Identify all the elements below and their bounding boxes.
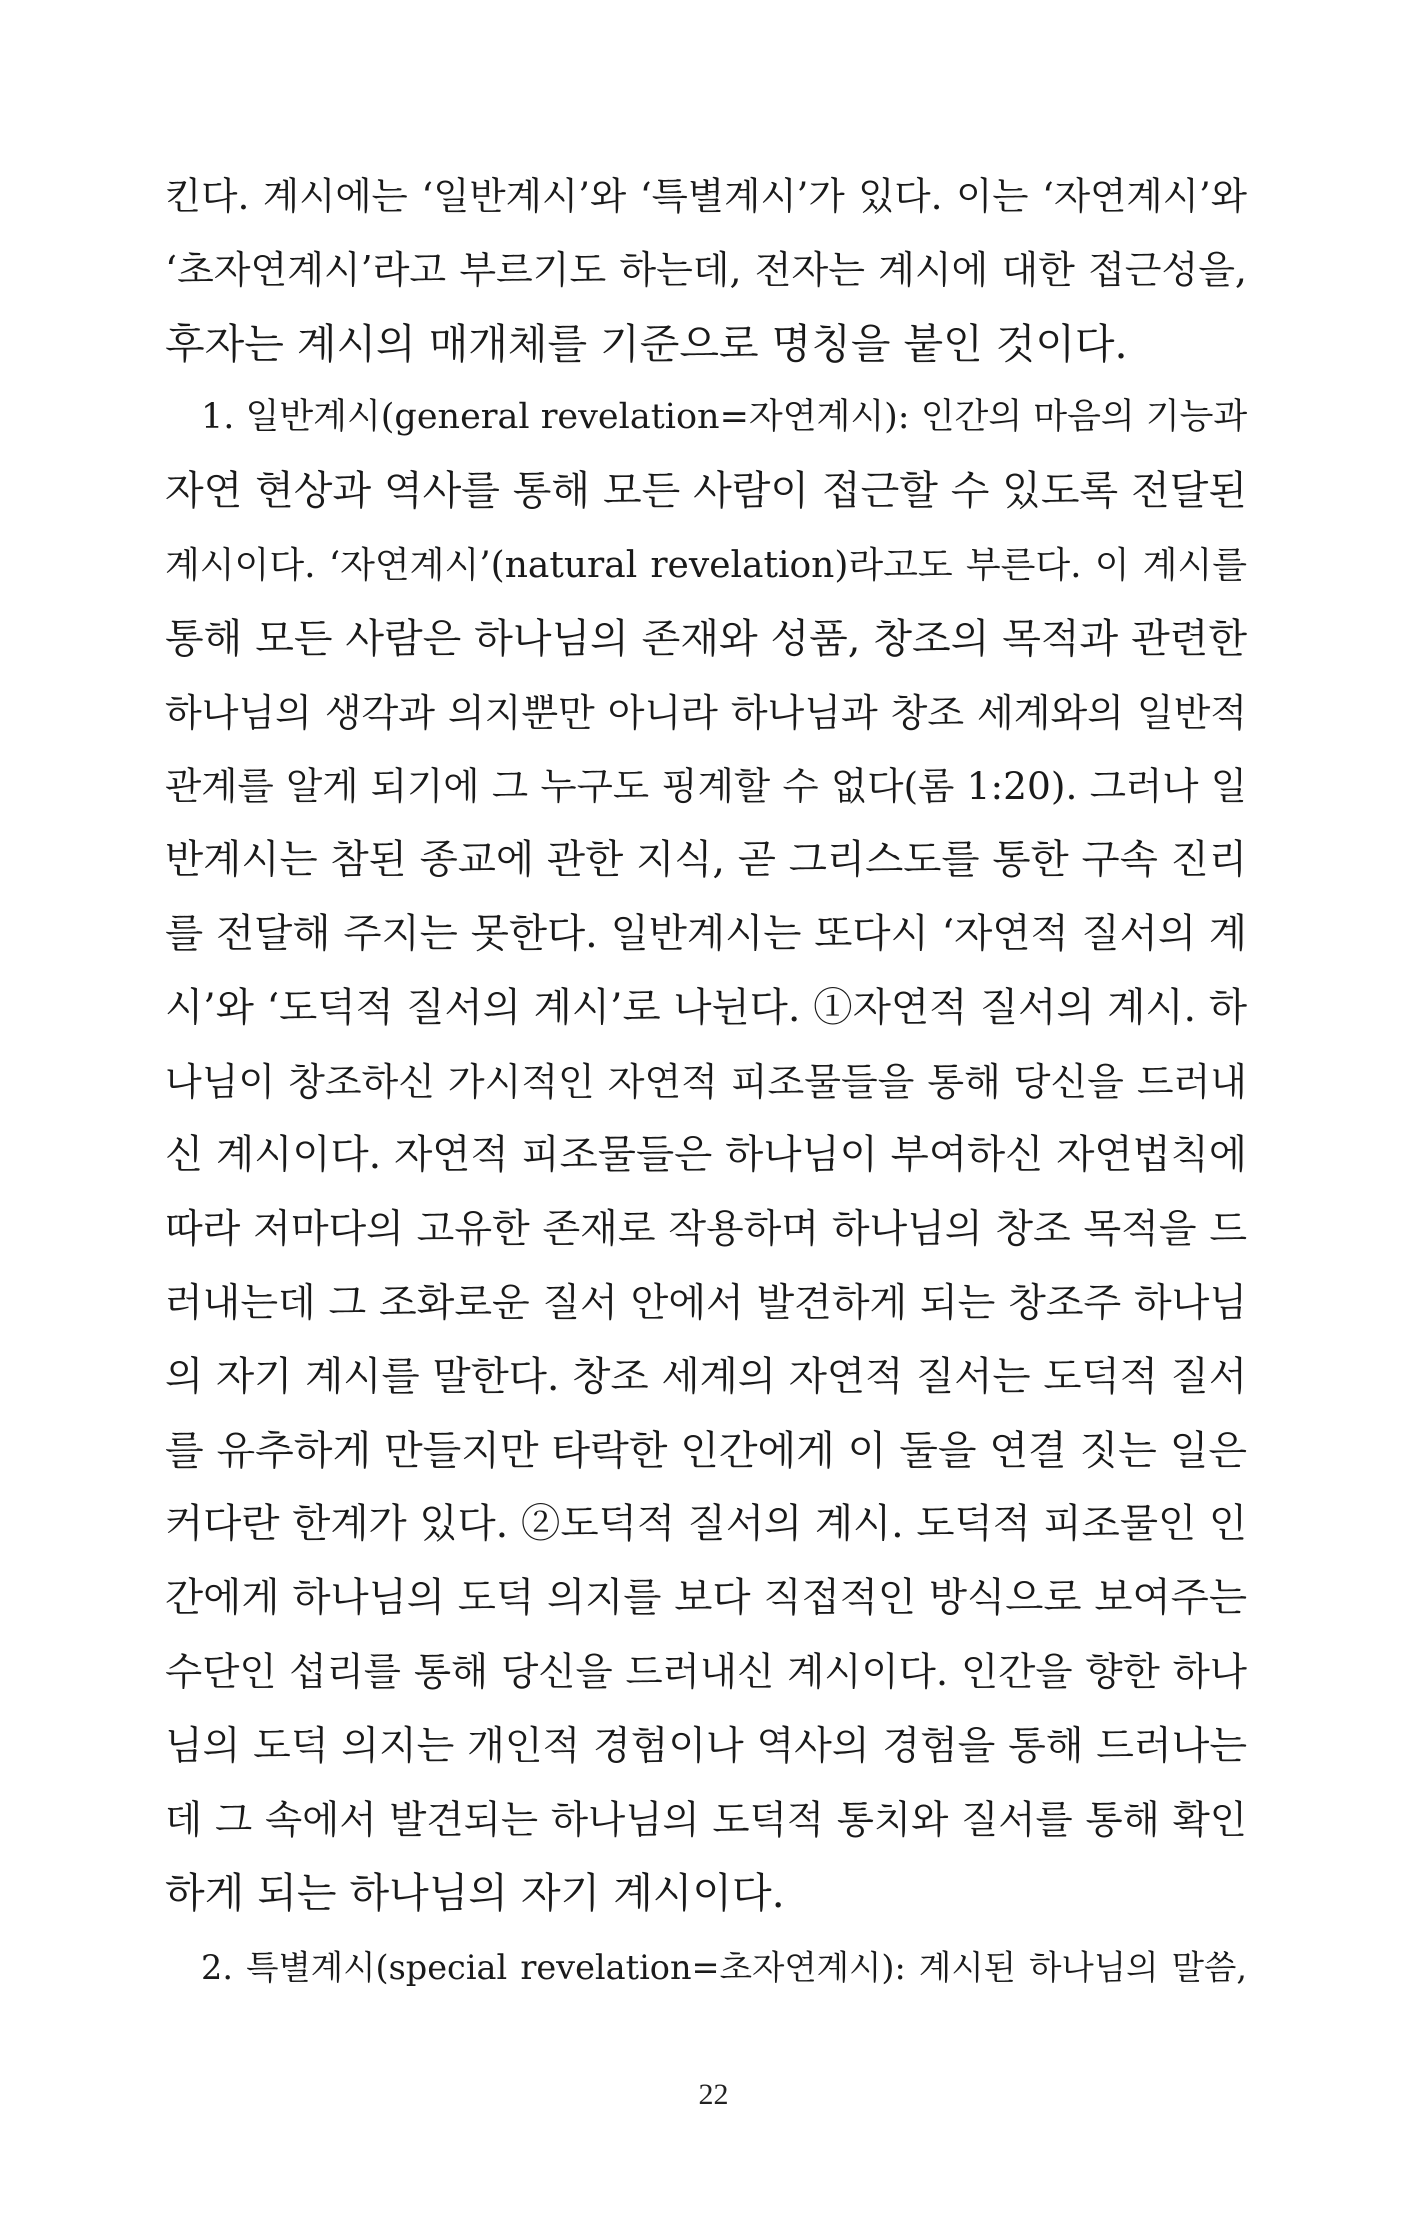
text-line: 러내는데 그 조화로운 질서 안에서 발견하게 되는 창조주 하나님 [165,1280,1247,1326]
text-line: 통해 모든 사람은 하나님의 존재와 성품, 창조의 목적과 관련한 [165,615,1247,662]
text-line: 하나님의 생각과 의지뿐만 아니라 하나님과 창조 세계와의 일반적 [165,690,1247,735]
text-line: 자연 현상과 역사를 통해 모든 사람이 접근할 수 있도록 전달된 [165,468,1247,515]
text-line: 따라 저마다의 고유한 존재로 작용하며 하나님의 창조 목적을 드 [165,1207,1247,1253]
page-number: 22 [698,2078,729,2111]
text-line: 를 전달해 주지는 못한다. 일반계시는 또다시 ‘자연적 질서의 계 [165,910,1247,957]
text-line: 시’와 ‘도덕적 질서의 계시’로 나뉜다. ①자연적 질서의 계시. 하 [165,984,1247,1031]
text-line: 관계를 알게 되기에 그 누구도 핑계할 수 없다(롬 1:20). 그러나 일 [165,764,1247,809]
text-line: 데 그 속에서 발견되는 하나님의 도덕적 통치와 질서를 통해 확인 [165,1797,1247,1843]
text-line: 의 자기 계시를 말한다. 창조 세계의 자연적 질서는 도덕적 질서 [165,1353,1247,1400]
text-line: ‘초자연계시’라고 부르기도 하는데, 전자는 계시에 대한 접근성을, [165,247,1247,292]
text-line: 나님이 창조하신 가시적인 자연적 피조물들을 통해 당신을 드러내 [165,1059,1247,1104]
section-heading-special-revelation: 2. 특별계시(special revelation=초자연계시): 계시된 하나님의 말씀, [201,1948,1247,1988]
text-line: 하게 되는 하나님의 자기 계시이다. [165,1869,785,1918]
text-line: 후자는 계시의 매개체를 기준으로 명칭을 붙인 것이다. [165,319,1128,368]
text-line: 수단인 섭리를 통해 당신을 드러내신 계시이다. 인간을 향한 하나 [165,1649,1247,1695]
text-line: 간에게 하나님의 도덕 의지를 보다 직접적인 방식으로 보여주는 [165,1575,1247,1622]
text-line: 커다란 한계가 있다. ②도덕적 질서의 계시. 도덕적 피조물인 인 [165,1501,1247,1548]
section-heading-general-revelation: 1. 일반계시(general revelation=자연계시): 인간의 마음의 기능과 [201,397,1248,438]
text-line: 킨다. 계시에는 ‘일반계시’와 ‘특별계시’가 있다. 이는 ‘자연계시’와 [165,174,1247,218]
text-line: 를 유추하게 만들지만 타락한 인간에게 이 둘을 연결 짓는 일은 [165,1427,1247,1474]
text-line: 신 계시이다. 자연적 피조물들은 하나님이 부여하신 자연법칙에 [165,1132,1247,1179]
text-line: 님의 도덕 의지는 개인적 경험이나 역사의 경험을 통해 드러나는 [165,1723,1247,1769]
text-line: 반계시는 참된 종교에 관한 지식, 곧 그리스도를 통한 구속 진리 [165,837,1247,884]
text-line: 계시이다. ‘자연계시’(natural revelation)라고도 부른다. 이 계시를 [165,544,1247,586]
body-text [165,160,1247,2005]
